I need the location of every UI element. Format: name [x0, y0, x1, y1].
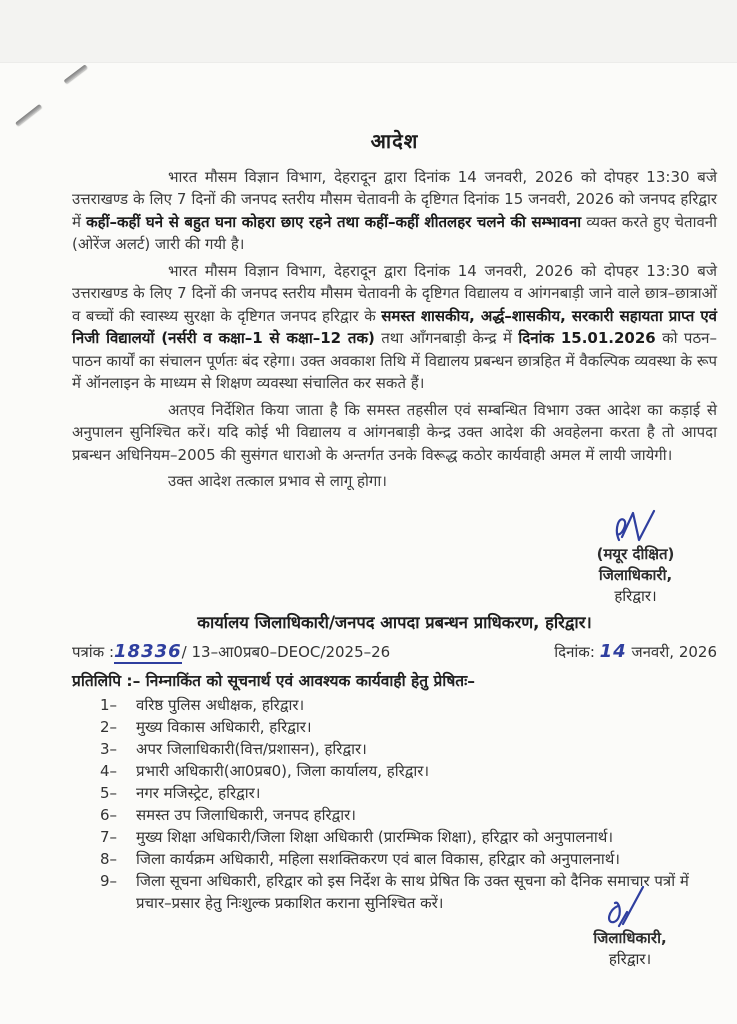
order-paragraph — [72, 260, 717, 395]
recipient-row — [100, 783, 712, 805]
recipient-text: वरिष्ठ पुलिस अधीक्षक, हरिद्वार। — [136, 696, 305, 714]
signatory-designation: जिलाधिकारी, — [593, 929, 667, 947]
signatory-place: हरिद्वार। — [608, 950, 652, 968]
paragraph-segment: अतएव निर्देशित किया जाता है कि समस्त तहसील एवं सम्बन्धित विभाग उक्त आदेश का कड़ाई से अनुपालन सुनिश्चित करें। यदि कोई भी विद्यालय व आंगनबाड़ी केन्द्र उक्त आदेश की अवहेलना करता है तो आपदा प्रबन्धन अधिनियम–2005 की सुसंगत धाराओ के अन्तर्गत उनके विरूद्ध कठोर कार्यवाही अमल में लायी जायेगी। — [72, 400, 717, 464]
recipient-row — [100, 827, 712, 849]
recipient-text: जिला कार्यक्रम अधिकारी, महिला सशक्तिकरण एवं बाल विकास, हरिद्वार को अनुपालनार्थ। — [136, 850, 620, 868]
office-heading: कार्यालय जिलाधिकारी/जनपद आपदा प्रबन्धन प्राधिकरण, हरिद्वार। — [197, 613, 592, 632]
paragraph-segment: भारत मौसम विज्ञान विभाग, देहरादून द्वारा दिनांक 14 जनवरी, 2026 को दोपहर 13:30 बजे उत्तराखण्ड के लिए 7 दिनों की जनपद स्तरीय मौसम चेतावनी के दृष्टिगत विद्यालय व आंगनबाड़ी जाने वाले छात्र–छात्राओं व बच्चों की स्वास्थ्य सुरक्षा के दृष्टिगत जनपद हरिद्वार के — [72, 261, 717, 325]
staple-icon — [15, 104, 42, 126]
recipient-number: 1– — [100, 696, 118, 714]
signature-block-top — [568, 508, 703, 607]
signatory-designation: जिलाधिकारी, — [598, 566, 673, 584]
recipient-row — [100, 849, 712, 871]
recipient-text: अपर जिलाधिकारी(वित्त/प्रशासन), हरिद्वार। — [136, 740, 367, 758]
signatory-place: हरिद्वार। — [614, 587, 657, 605]
paragraph-segment: भारत मौसम विज्ञान विभाग, देहरादून द्वारा दिनांक 14 जनवरी, 2026 को दोपहर 13:30 बजे उत्तराखण्ड के लिए 7 दिनों की जनपद स्तरीय मौसम चेतावनी के दृष्टिगत दिनांक 15 जनवरी, 2026 को जनपद हरिद्वार में — [72, 167, 717, 231]
order-body — [72, 130, 717, 493]
paragraph-segment: तथा ऑंगनबाड़ी केन्द्र में — [374, 329, 519, 347]
date-line — [554, 641, 717, 662]
handwritten-date-day: 14 — [599, 641, 627, 662]
recipient-number: 5– — [100, 784, 118, 802]
paragraph-bold-segment: समस्त शासकीय, अर्द्ध–शासकीय, सरकारी सहायता प्राप्त एवं निजी विद्यालयों (नर्सरी व कक्षा–1 से कक्षा–12 तक) — [72, 306, 717, 347]
signature-block-bottom — [560, 884, 700, 970]
closing-line: उक्त आदेश तत्काल प्रभाव से लागू होगा। — [168, 472, 387, 490]
recipient-row — [100, 695, 712, 717]
staple-icon — [64, 64, 88, 83]
paragraph-bold-segment: दिनांक 15.01.2026 — [518, 329, 656, 347]
recipient-row — [100, 717, 712, 739]
recipient-number: 3– — [100, 740, 118, 758]
letter-number-rest: / 13–आ0प्रब0–DEOC/2025–26 — [181, 643, 391, 661]
recipient-row — [100, 805, 712, 827]
paragraph-bold-segment: कहीं–कहीं घने से बहुत घना कोहरा छाए रहने तथा कहीं–कहीं शीतलहर चलने की सम्भावना — [86, 212, 582, 231]
paragraph-segment: व्यक्त करते हुए चेतावनी (ओरेंज अलर्ट) जारी की गयी है। — [72, 212, 718, 253]
recipients-list — [100, 695, 712, 915]
recipient-number: 7– — [100, 828, 118, 846]
signatory-name: (मयूर दीक्षित) — [596, 545, 675, 563]
paragraph-segment: को पठन–पाठन कार्यों का संचालन पूर्णतः बंद रहेगा। उक्त अवकाश तिथि में विद्यालय प्रबन्धन छात्रहित में वैकल्पिक व्यवस्था के रूप में ऑनलाइन के माध्यम से शिक्षण व्यवस्था संचालित कर सकते हैं। — [72, 329, 717, 392]
recipient-number: 8– — [100, 850, 118, 868]
recipient-row — [100, 761, 712, 783]
letter-number — [72, 641, 390, 662]
signature-ink-icon — [610, 508, 662, 548]
scan-top-band — [0, 0, 737, 63]
recipient-text: मुख्य शिक्षा अधिकारी/जिला शिक्षा अधिकारी (प्रारम्भिक शिक्षा), हरिद्वार को अनुपालनार्थ। — [136, 828, 614, 846]
recipient-number: 4– — [100, 762, 118, 780]
date-label: दिनांक: — [554, 643, 600, 661]
recipient-number: 2– — [100, 718, 118, 736]
handwritten-letter-number: 18336 — [114, 641, 182, 662]
recipient-number: 6– — [100, 806, 118, 824]
recipient-number: 9– — [100, 872, 118, 890]
recipient-text: समस्त उप जिलाधिकारी, जनपद हरिद्वार। — [136, 806, 356, 824]
recipient-text: प्रभारी अधिकारी(आ0प्रब0), जिला कार्यालय, हरिद्वार। — [136, 762, 430, 780]
reference-row — [72, 641, 717, 662]
recipient-text: मुख्य विकास अधिकारी, हरिद्वार। — [136, 718, 312, 736]
date-rest: जनवरी, 2026 — [626, 643, 717, 661]
recipient-row — [100, 739, 712, 761]
order-paragraph — [72, 399, 717, 467]
order-paragraph — [72, 166, 717, 256]
recipient-text: जिला सूचना अधिकारी, हरिद्वार को इस निर्देश के साथ प्रेषित कि उक्त सूचना को दैनिक समाचार पत्रों में प्रचार–प्रसार हेतु निःशुल्क प्रकाशित कराना सुनिश्चित करें। — [136, 872, 689, 912]
order-paragraphs — [72, 166, 717, 467]
letter-number-label: पत्रांक : — [72, 643, 115, 661]
document-title: आदेश — [370, 129, 419, 153]
signature-ink-icon — [602, 884, 658, 932]
copy-distribution-line: प्रतिलिपि :– निम्नाकिंत को सूचनार्थ एवं आवश्यक कार्यवाही हेतु प्रेषितः– — [72, 672, 475, 690]
recipient-text: नगर मजिस्ट्रेट, हरिद्वार। — [136, 784, 261, 802]
